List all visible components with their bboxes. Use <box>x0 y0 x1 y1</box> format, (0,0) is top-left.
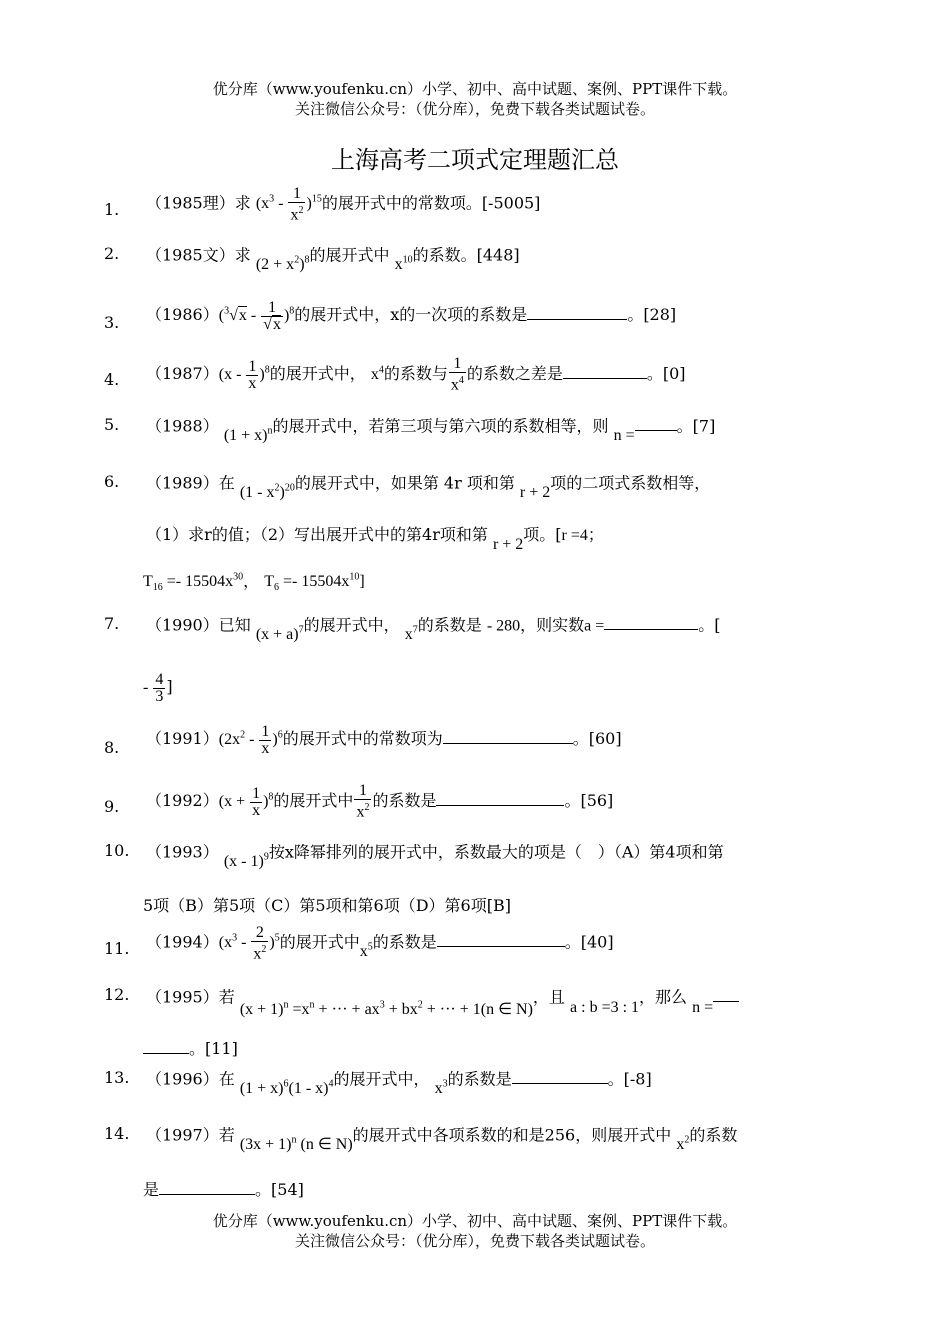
answer-blank <box>635 416 677 431</box>
answer-blank <box>512 1069 608 1084</box>
question-number: 13. <box>104 1068 130 1087</box>
question-5: （1988） $(1 + x)^n$的展开式中，若第三项与第六项的系数相等，则 n =。[7] <box>146 416 716 445</box>
question-number: 9. <box>104 797 120 816</box>
question-14-line-2: 是 。[54] <box>143 1180 304 1199</box>
answer-blank <box>443 729 573 744</box>
answer-blank <box>143 1039 189 1054</box>
question-number: 7. <box>104 614 120 633</box>
answer-blank <box>159 1180 255 1195</box>
question-6-line-1: （1989）在 $(1 - x^2)^{20}$的展开式中，如果第 4r 项和第 r + 2项的二项式系数相等， <box>146 473 711 502</box>
question-8: $(1991)(2x^2$ - $\frac{1}{x}$ )$^6$的展开式中的常数项为 。[60] <box>146 723 622 757</box>
question-12: （1995）若 $(x + 1)^n =x^n$ + ··· + $ax^3 + bx^2$ + ··· + 1(n ∈ N)，且 a : b =3 : 1，那么 n = <box>146 983 739 1009</box>
question-number: 6. <box>104 472 120 491</box>
question-number: 14. <box>104 1124 130 1143</box>
question-3: （1986）($^3$√x - $\frac{1}{√x}$ )$^8$的展开式中，x的一次项的系数是 。[28] <box>146 299 677 333</box>
question-number: 8. <box>104 738 120 757</box>
question-7-answer: - $\frac{4}{3}$ ] <box>143 671 173 705</box>
answer-blank <box>604 615 698 630</box>
answer-blank <box>527 305 627 320</box>
question-number: 11. <box>104 939 130 958</box>
question-10: （1993） (x - 1)$^9$按x降幂排列的展开式中，系数最大的项是（ ）（A）第4项和第 <box>146 842 724 871</box>
answer-blank <box>436 791 564 806</box>
answer-blank <box>563 364 647 379</box>
question-6-line-2: （1）求r的值；（2）写出展开式中的第4r项和第 r + 2项。[r =4； <box>146 525 604 553</box>
answer-blank <box>437 932 565 947</box>
header-line-1: 优分库（www.youfenku.cn）小学、初中、高中试题、案例、PPT课件下载。 <box>212 80 738 98</box>
page-title: 上海高考二项式定理题汇总 <box>331 146 619 174</box>
question-number: 2. <box>104 244 120 263</box>
question-9: （1992）(x + $\frac{1}{x}$ )$^8$的展开式中 $\frac{1}{x^2}$ 的系数是 。[56] <box>146 782 614 821</box>
question-11: $(1994)(x^3$ - $\frac{2}{x^2}$ )$^5$的展开式中$x^5$的系数是 。[40] <box>146 924 614 963</box>
question-number: 1. <box>104 200 120 219</box>
question-13: （1996）在 $(1 + x)^6(1 - x)^4$的展开式中， $x^3$的系数是 。[-8] <box>146 1069 652 1098</box>
question-7: （1990）已知 $(x + a)^7$的展开式中， $x^7$的系数是 - 280，则实数a = 。[ <box>146 615 721 644</box>
footer-line-1: 优分库（www.youfenku.cn）小学、初中、高中试题、案例、PPT课件下载。 <box>212 1212 738 1230</box>
answer-blank <box>713 987 739 1002</box>
question-number: 10. <box>104 841 130 860</box>
question-number: 3. <box>104 313 120 332</box>
question-6-line-3: $T_{16} =- 15504x^{30}$， $T_6 =- 15504x^{10}$] <box>143 571 365 594</box>
question-number: 4. <box>104 370 120 389</box>
question-4: （1987）(x - $\frac{1}{x}$ )$^8$的展开式中， $x^4$的系数与 $\frac{1}{x^4}$ 的系数之差是 。[0] <box>146 355 686 394</box>
question-14: （1997）若 $(3x + 1)^n$ (n ∈ N)的展开式中各项系数的和是256，则展开式中 $x^2$的系数 <box>146 1125 738 1154</box>
question-10-line-2: 5项（B）第5项（C）第5项和第6项（D）第6项[B] <box>143 896 511 915</box>
question-1: （1985理）求 ($x^3$ - $\frac{1}{x^2}$ )$^{15}$的展开式中的常数项。[-5005] <box>146 185 541 224</box>
question-12-line-2: 。[11] <box>143 1038 238 1060</box>
question-number: 5. <box>104 415 120 434</box>
footer-line-2: 关注微信公众号：（优分库），免费下载各类试题试卷。 <box>294 1232 655 1250</box>
header-line-2: 关注微信公众号：（优分库），免费下载各类试题试卷。 <box>294 100 655 118</box>
question-2: （1985文）求 $(2 + x^2)^8$的展开式中 $x^{10}$的系数。[448] <box>146 245 520 274</box>
question-number: 12. <box>104 985 130 1004</box>
